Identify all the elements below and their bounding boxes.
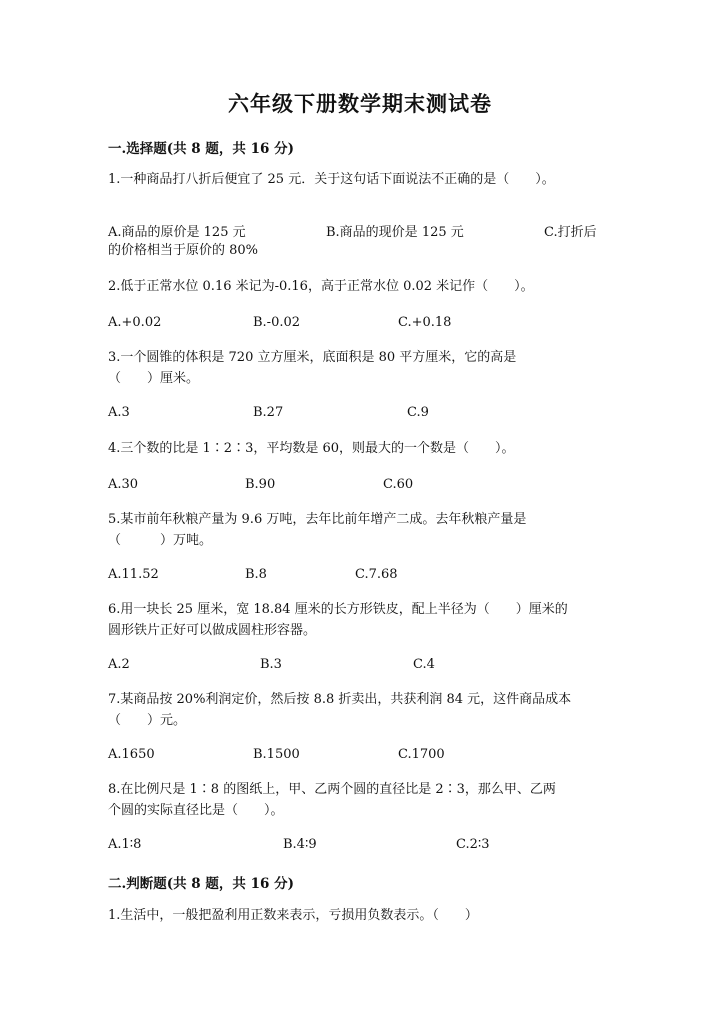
q4-option-c: C.60 <box>383 477 414 492</box>
q5-option-c: C.7.68 <box>355 567 398 582</box>
question-4: 4.三个数的比是 1∶2∶3，平均数是 60，则最大的一个数是（ ）。 <box>108 441 515 456</box>
question-7: 7.某商品按 20%利润定价，然后按 8.8 折卖出，共获利润 84 元，这件商品成本 （ ）元。 <box>108 692 572 728</box>
q6-option-a: A.2 <box>108 657 130 672</box>
question-8: 8.在比例尺是 1∶8 的图纸上，甲、乙两个圆的直径比是 2∶3，那么甲、乙两 个圆的实际直径比是（ ）。 <box>108 782 556 818</box>
q4-option-b: B.90 <box>245 477 276 492</box>
question-1: 1.一种商品打八折后便宜了 25 元．关于这句话下面说法不正确的是（ ）。 <box>108 172 555 187</box>
section-heading-choice: 一.选择题(共 8 题，共 16 分) <box>108 141 294 157</box>
q5-option-a: A.11.52 <box>108 567 159 582</box>
q8-option-c: C.2∶3 <box>456 837 490 852</box>
q6-option-c: C.4 <box>413 657 435 672</box>
question-2: 2.低于正常水位 0.16 米记为-0.16，高于正常水位 0.02 米记作（ ）。 <box>108 279 534 294</box>
q8-option-a: A.1∶8 <box>108 837 142 852</box>
q1-option-a: A.商品的原价是 125 元 <box>108 225 246 240</box>
question-5: 5.某市前年秋粮产量为 9.6 万吨，去年比前年增产二成。去年秋粮产量是 （ ）万吨。 <box>108 512 527 548</box>
q1-option-c-continued: 的价格相当于原价的 80% <box>108 243 259 258</box>
q1-option-c: C.打折后 <box>544 225 597 240</box>
q7-option-b: B.1500 <box>253 747 300 762</box>
section-heading-judgement: 二.判断题(共 8 题，共 16 分) <box>108 876 294 892</box>
q8-option-b: B.4∶9 <box>283 837 317 852</box>
q3-option-c: C.9 <box>407 405 429 420</box>
q4-option-a: A.30 <box>108 477 139 492</box>
q7-option-a: A.1650 <box>108 747 155 762</box>
q3-option-a: A.3 <box>108 405 130 420</box>
judgement-question-1: 1.生活中，一般把盈利用正数来表示，亏损用负数表示。（ ） <box>108 908 478 923</box>
q3-option-b: B.27 <box>253 405 284 420</box>
question-3: 3.一个圆锥的体积是 720 立方厘米，底面积是 80 平方厘米，它的高是 （ ）厘米。 <box>108 350 517 386</box>
question-6: 6.用一块长 25 厘米，宽 18.84 厘米的长方形铁皮，配上半径为（ ）厘米的 圆形铁片正好可以做成圆柱形容器。 <box>108 602 568 638</box>
q2-option-c: C.+0.18 <box>398 315 452 330</box>
q6-option-b: B.3 <box>260 657 282 672</box>
q2-option-a: A.+0.02 <box>108 315 162 330</box>
q5-option-b: B.8 <box>245 567 267 582</box>
q1-option-b: B.商品的现价是 125 元 <box>326 225 464 240</box>
q7-option-c: C.1700 <box>398 747 445 762</box>
page-title: 六年级下册数学期末测试卷 <box>228 91 492 116</box>
q2-option-b: B.-0.02 <box>253 315 301 330</box>
